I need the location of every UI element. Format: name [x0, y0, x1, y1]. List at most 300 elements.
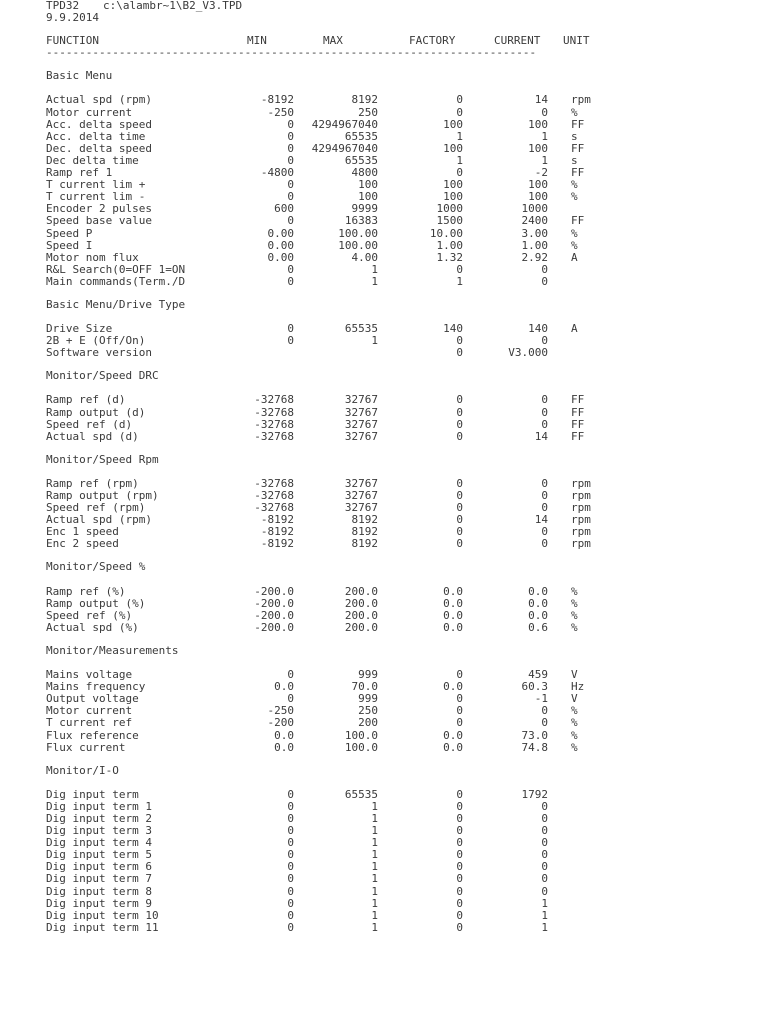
max-value: 8192 — [351, 93, 378, 107]
column-unit: UNIT — [563, 34, 590, 48]
current-value: 1.00 — [521, 238, 548, 252]
unit-value: FF — [571, 141, 585, 155]
factory-value: 0 — [456, 405, 463, 419]
parameter-name: Actual spd (rpm) — [46, 93, 152, 107]
unit-value: rpm — [571, 489, 591, 502]
current-value: 0 — [541, 824, 548, 838]
current-value: 0 — [541, 872, 548, 886]
section-title: Monitor/I-O — [46, 763, 119, 777]
unit-value: FF — [571, 117, 585, 131]
current-value: 1 — [541, 908, 548, 922]
unit-value: FF — [571, 417, 585, 431]
header-rule: -------------------------------------------------------------------------- — [46, 47, 537, 60]
parameter-row — [46, 730, 606, 742]
max-value: 200.0 — [344, 584, 378, 598]
max-value: 32767 — [344, 417, 378, 431]
max-value: 1 — [371, 262, 378, 276]
unit-value: rpm — [571, 476, 591, 490]
section-title: Basic Menu — [46, 69, 113, 83]
current-value: 1000 — [521, 202, 548, 216]
current-value: 0 — [541, 848, 548, 862]
min-value: 0 — [287, 692, 294, 706]
factory-value: 0 — [456, 716, 463, 730]
parameter-name: Acc. delta time — [46, 129, 146, 143]
max-value: 200.0 — [344, 620, 378, 634]
min-value: -32768 — [254, 405, 294, 419]
max-value: 100.00 — [338, 238, 378, 252]
factory-value: 100 — [443, 141, 463, 155]
factory-value: 0 — [456, 262, 463, 276]
unit-value: % — [571, 740, 578, 754]
unit-value: rpm — [571, 525, 591, 539]
min-value: 0 — [287, 322, 294, 336]
factory-value: 0 — [456, 501, 463, 515]
parameter-name: Dig input term 7 — [46, 872, 152, 886]
parameter-name: Motor nom flux — [46, 250, 139, 264]
factory-value: 1 — [456, 129, 463, 143]
current-value: 1792 — [521, 787, 548, 801]
column-current: CURRENT — [494, 34, 541, 48]
parameter-name: Actual spd (d) — [46, 429, 139, 443]
current-value: 0 — [541, 860, 548, 874]
max-value: 999 — [358, 668, 378, 682]
max-value: 999 — [358, 692, 378, 706]
unit-value: V — [571, 668, 578, 682]
parameter-name: Main commands(Term./D — [46, 274, 186, 288]
max-value: 250 — [358, 704, 378, 718]
unit-value: rpm — [571, 513, 591, 527]
parameter-name: Speed ref (d) — [46, 417, 133, 431]
max-value: 32767 — [344, 429, 378, 443]
min-value: 0 — [287, 896, 294, 910]
factory-value: 0.0 — [443, 596, 463, 610]
max-value: 65535 — [344, 153, 378, 167]
max-value: 1 — [371, 836, 378, 850]
factory-value: 0 — [456, 811, 463, 825]
current-value: 73.0 — [521, 728, 548, 742]
max-value: 250 — [358, 105, 378, 119]
parameter-name: Encoder 2 pulses — [46, 202, 152, 216]
max-value: 4.00 — [351, 250, 378, 264]
factory-value: 0 — [456, 692, 463, 706]
parameter-row — [46, 622, 606, 634]
min-value: 0 — [287, 787, 294, 801]
parameter-row — [46, 431, 606, 443]
max-value: 100 — [358, 178, 378, 192]
factory-value: 0 — [456, 166, 463, 180]
min-value: 0 — [287, 214, 294, 228]
max-value: 4800 — [351, 166, 378, 180]
unit-value: % — [571, 105, 578, 119]
factory-value: 100 — [443, 190, 463, 204]
min-value: 0 — [287, 811, 294, 825]
section-title: Monitor/Measurements — [46, 643, 179, 657]
max-value: 65535 — [344, 787, 378, 801]
max-value: 9999 — [351, 202, 378, 216]
parameter-name: Ramp output (d) — [46, 405, 146, 419]
max-value: 4294967040 — [311, 141, 378, 155]
parameter-row — [46, 419, 606, 431]
factory-value: 1000 — [436, 202, 463, 216]
parameter-name: Motor current — [46, 105, 133, 119]
min-value: 0 — [287, 920, 294, 934]
factory-value: 0.0 — [443, 584, 463, 598]
parameter-row — [46, 407, 606, 419]
min-value: 0 — [287, 884, 294, 898]
min-value: 0 — [287, 908, 294, 922]
min-value: 0.0 — [274, 680, 294, 694]
parameter-row — [46, 252, 606, 264]
factory-value: 0 — [456, 489, 463, 502]
current-value: 1 — [541, 920, 548, 934]
parameter-row — [46, 898, 606, 910]
unit-value: % — [571, 596, 578, 610]
factory-value: 1500 — [436, 214, 463, 228]
min-value: 0 — [287, 274, 294, 288]
factory-value: 0 — [456, 346, 463, 360]
current-value: -1 — [534, 692, 548, 706]
parameter-name: T current lim - — [46, 190, 146, 204]
unit-value: FF — [571, 393, 585, 407]
current-value: 14 — [534, 93, 548, 107]
factory-value: 0 — [456, 872, 463, 886]
unit-value: FF — [571, 166, 585, 180]
current-value: 0 — [541, 525, 548, 539]
parameter-name: Actual spd (%) — [46, 620, 139, 634]
unit-value: % — [571, 728, 578, 742]
parameter-name: Speed base value — [46, 214, 152, 228]
parameter-row — [46, 742, 606, 754]
factory-value: 1.00 — [436, 238, 463, 252]
section-title: Monitor/Speed % — [46, 560, 146, 574]
current-value: 0.0 — [528, 584, 548, 598]
max-value: 1 — [371, 799, 378, 813]
section-title: Monitor/Speed Rpm — [46, 452, 159, 466]
factory-value: 0 — [456, 787, 463, 801]
factory-value: 0 — [456, 105, 463, 119]
current-value: 60.3 — [521, 680, 548, 694]
parameter-name: Flux current — [46, 740, 126, 754]
parameter-row — [46, 538, 606, 550]
min-value: 0 — [287, 129, 294, 143]
current-value: 1 — [541, 896, 548, 910]
parameter-name: Output voltage — [46, 692, 139, 706]
factory-value: 0 — [456, 704, 463, 718]
parameter-name: Acc. delta speed — [46, 117, 152, 131]
factory-value: 0 — [456, 393, 463, 407]
max-value: 32767 — [344, 393, 378, 407]
min-value: -250 — [267, 704, 294, 718]
factory-value: 0.0 — [443, 728, 463, 742]
min-value: -8192 — [260, 537, 294, 551]
current-value: 1 — [541, 129, 548, 143]
min-value: -200.0 — [254, 596, 294, 610]
factory-value: 0 — [456, 525, 463, 539]
unit-value: s — [571, 129, 578, 143]
parameter-name: Dig input term 1 — [46, 799, 152, 813]
current-value: 0 — [541, 393, 548, 407]
max-value: 1 — [371, 872, 378, 886]
parameter-name: Ramp output (rpm) — [46, 489, 159, 502]
max-value: 1 — [371, 274, 378, 288]
current-value: 140 — [528, 322, 548, 336]
current-value: 0 — [541, 417, 548, 431]
parameter-name: Speed ref (rpm) — [46, 501, 146, 515]
unit-value: % — [571, 178, 578, 192]
max-value: 70.0 — [351, 680, 378, 694]
current-value: 2.92 — [521, 250, 548, 264]
max-value: 1 — [371, 920, 378, 934]
factory-value: 0 — [456, 824, 463, 838]
factory-value: 0 — [456, 334, 463, 348]
parameter-name: Ramp output (%) — [46, 596, 146, 610]
factory-value: 0 — [456, 908, 463, 922]
parameter-name: T current lim + — [46, 178, 146, 192]
min-value: 0 — [287, 799, 294, 813]
parameter-name: Dec delta time — [46, 153, 139, 167]
max-value: 200.0 — [344, 608, 378, 622]
parameter-row — [46, 228, 606, 240]
max-value: 8192 — [351, 537, 378, 551]
parameter-name: Dig input term 6 — [46, 860, 152, 874]
parameter-name: Ramp ref (d) — [46, 393, 126, 407]
unit-value: FF — [571, 405, 585, 419]
parameter-name: Speed I — [46, 238, 93, 252]
current-value: 459 — [528, 668, 548, 682]
current-value: 0.0 — [528, 596, 548, 610]
max-value: 32767 — [344, 501, 378, 515]
column-factory: FACTORY — [409, 34, 456, 48]
min-value: 0 — [287, 190, 294, 204]
max-value: 32767 — [344, 489, 378, 502]
max-value: 32767 — [344, 405, 378, 419]
current-value: 0 — [541, 105, 548, 119]
current-value: 14 — [534, 513, 548, 527]
unit-value: FF — [571, 429, 585, 443]
max-value: 100.0 — [344, 740, 378, 754]
min-value: 0 — [287, 153, 294, 167]
parameter-row — [46, 276, 606, 288]
factory-value: 0.0 — [443, 608, 463, 622]
parameter-row — [46, 240, 606, 252]
column-min: MIN — [247, 34, 267, 48]
max-value: 65535 — [344, 322, 378, 336]
min-value: 0 — [287, 860, 294, 874]
max-value: 1 — [371, 908, 378, 922]
current-value: 0 — [541, 537, 548, 551]
factory-value: 0 — [456, 513, 463, 527]
current-value: 0 — [541, 405, 548, 419]
unit-value: rpm — [571, 537, 591, 551]
factory-value: 0 — [456, 476, 463, 490]
factory-value: 1.32 — [436, 250, 463, 264]
factory-value: 0.0 — [443, 620, 463, 634]
max-value: 100.0 — [344, 728, 378, 742]
current-value: 1 — [541, 153, 548, 167]
unit-value: Hz — [571, 680, 585, 694]
min-value: 0 — [287, 334, 294, 348]
min-value: 0 — [287, 848, 294, 862]
current-value: 100 — [528, 117, 548, 131]
current-value: 0 — [541, 704, 548, 718]
parameter-name: Dig input term — [46, 787, 139, 801]
max-value: 1 — [371, 896, 378, 910]
min-value: -32768 — [254, 429, 294, 443]
app-name: TPD32 — [46, 0, 80, 12]
parameter-name: Speed ref (%) — [46, 608, 133, 622]
parameter-name: Mains frequency — [46, 680, 146, 694]
max-value: 8192 — [351, 513, 378, 527]
current-value: 0 — [541, 489, 548, 502]
parameter-row — [46, 526, 606, 538]
parameter-name: T current ref — [46, 716, 133, 730]
current-value: 2400 — [521, 214, 548, 228]
max-value: 32767 — [344, 476, 378, 490]
current-value: 0 — [541, 836, 548, 850]
parameter-row — [46, 347, 606, 359]
parameter-name: Dig input term 4 — [46, 836, 152, 850]
factory-value: 0 — [456, 848, 463, 862]
report-title-line — [46, 0, 606, 12]
current-value: -2 — [534, 166, 548, 180]
current-value: 100 — [528, 178, 548, 192]
min-value: 0.0 — [274, 740, 294, 754]
parameter-name: Dig input term 9 — [46, 896, 152, 910]
parameter-row — [46, 598, 606, 610]
min-value: -8192 — [260, 525, 294, 539]
max-value: 1 — [371, 824, 378, 838]
current-value: 0 — [541, 884, 548, 898]
max-value: 1 — [371, 884, 378, 898]
section-title: Basic Menu/Drive Type — [46, 297, 186, 311]
parameter-row — [46, 922, 606, 934]
parameter-name: Dig input term 5 — [46, 848, 152, 862]
current-value: 100 — [528, 190, 548, 204]
min-value: -8192 — [260, 93, 294, 107]
min-value: -32768 — [254, 476, 294, 490]
parameter-name: Speed P — [46, 226, 93, 240]
min-value: 0.00 — [267, 226, 294, 240]
min-value: -32768 — [254, 393, 294, 407]
current-value: 0 — [541, 274, 548, 288]
min-value: 0 — [287, 117, 294, 131]
max-value: 65535 — [344, 129, 378, 143]
min-value: 0 — [287, 178, 294, 192]
parameter-name: Dec. delta speed — [46, 141, 152, 155]
parameter-name: Dig input term 2 — [46, 811, 152, 825]
factory-value: 0 — [456, 884, 463, 898]
report-date: 9.9.2014 — [46, 11, 99, 25]
section-title: Monitor/Speed DRC — [46, 369, 159, 383]
factory-value: 0 — [456, 668, 463, 682]
factory-value: 10.00 — [429, 226, 463, 240]
parameter-name: Mains voltage — [46, 668, 133, 682]
parameter-name: Dig input term 11 — [46, 920, 159, 934]
factory-value: 0.0 — [443, 740, 463, 754]
factory-value: 0 — [456, 429, 463, 443]
min-value: 0 — [287, 824, 294, 838]
min-value: 0 — [287, 262, 294, 276]
min-value: -250 — [267, 105, 294, 119]
unit-value: % — [571, 620, 578, 634]
min-value: -200.0 — [254, 608, 294, 622]
min-value: -200 — [267, 716, 294, 730]
unit-value: % — [571, 608, 578, 622]
parameter-row — [46, 394, 606, 406]
min-value: 0 — [287, 668, 294, 682]
current-value: 74.8 — [521, 740, 548, 754]
factory-value: 0 — [456, 860, 463, 874]
min-value: -32768 — [254, 489, 294, 502]
parameter-row — [46, 155, 606, 167]
factory-value: 0 — [456, 417, 463, 431]
min-value: 0.00 — [267, 238, 294, 252]
factory-value: 1 — [456, 274, 463, 288]
parameter-name: Dig input term 10 — [46, 908, 159, 922]
min-value: 600 — [274, 202, 294, 216]
unit-value: % — [571, 190, 578, 204]
factory-value: 0 — [456, 896, 463, 910]
min-value: 0 — [287, 872, 294, 886]
parameter-name: Enc 2 speed — [46, 537, 119, 551]
parameter-row — [46, 717, 606, 729]
parameter-name: 2B + E (Off/On) — [46, 334, 146, 348]
min-value: 0 — [287, 836, 294, 850]
parameter-name: Drive Size — [46, 322, 113, 336]
factory-value: 100 — [443, 117, 463, 131]
factory-value: 0 — [456, 799, 463, 813]
max-value: 1 — [371, 811, 378, 825]
factory-value: 1 — [456, 153, 463, 167]
unit-value: % — [571, 584, 578, 598]
parameter-row — [46, 586, 606, 598]
parameter-name: Ramp ref (%) — [46, 584, 126, 598]
parameter-row — [46, 886, 606, 898]
max-value: 200.0 — [344, 596, 378, 610]
max-value: 200 — [358, 716, 378, 730]
unit-value: A — [571, 322, 578, 336]
unit-value: A — [571, 250, 578, 264]
parameter-row — [46, 107, 606, 119]
current-value: 0.6 — [528, 620, 548, 634]
sections-container — [46, 70, 606, 934]
parameter-report — [46, 0, 606, 934]
current-value: V3.000 — [508, 346, 548, 360]
parameter-row — [46, 910, 606, 922]
parameter-row — [46, 119, 606, 131]
parameter-name: Software version — [46, 346, 152, 360]
max-value: 100.00 — [338, 226, 378, 240]
current-value: 0 — [541, 716, 548, 730]
max-value: 1 — [371, 848, 378, 862]
factory-value: 0 — [456, 537, 463, 551]
unit-value: V — [571, 692, 578, 706]
max-value: 1 — [371, 334, 378, 348]
parameter-name: Flux reference — [46, 728, 139, 742]
min-value: -200.0 — [254, 584, 294, 598]
max-value: 16383 — [344, 214, 378, 228]
min-value: -32768 — [254, 417, 294, 431]
current-value: 0 — [541, 501, 548, 515]
current-value: 0 — [541, 799, 548, 813]
unit-value: rpm — [571, 501, 591, 515]
current-value: 100 — [528, 141, 548, 155]
min-value: -8192 — [260, 513, 294, 527]
parameter-name: Ramp ref 1 — [46, 166, 113, 180]
current-value: 0 — [541, 811, 548, 825]
unit-value: % — [571, 716, 578, 730]
file-path: c:\alambr~1\B2_V3.TPD — [103, 0, 243, 12]
